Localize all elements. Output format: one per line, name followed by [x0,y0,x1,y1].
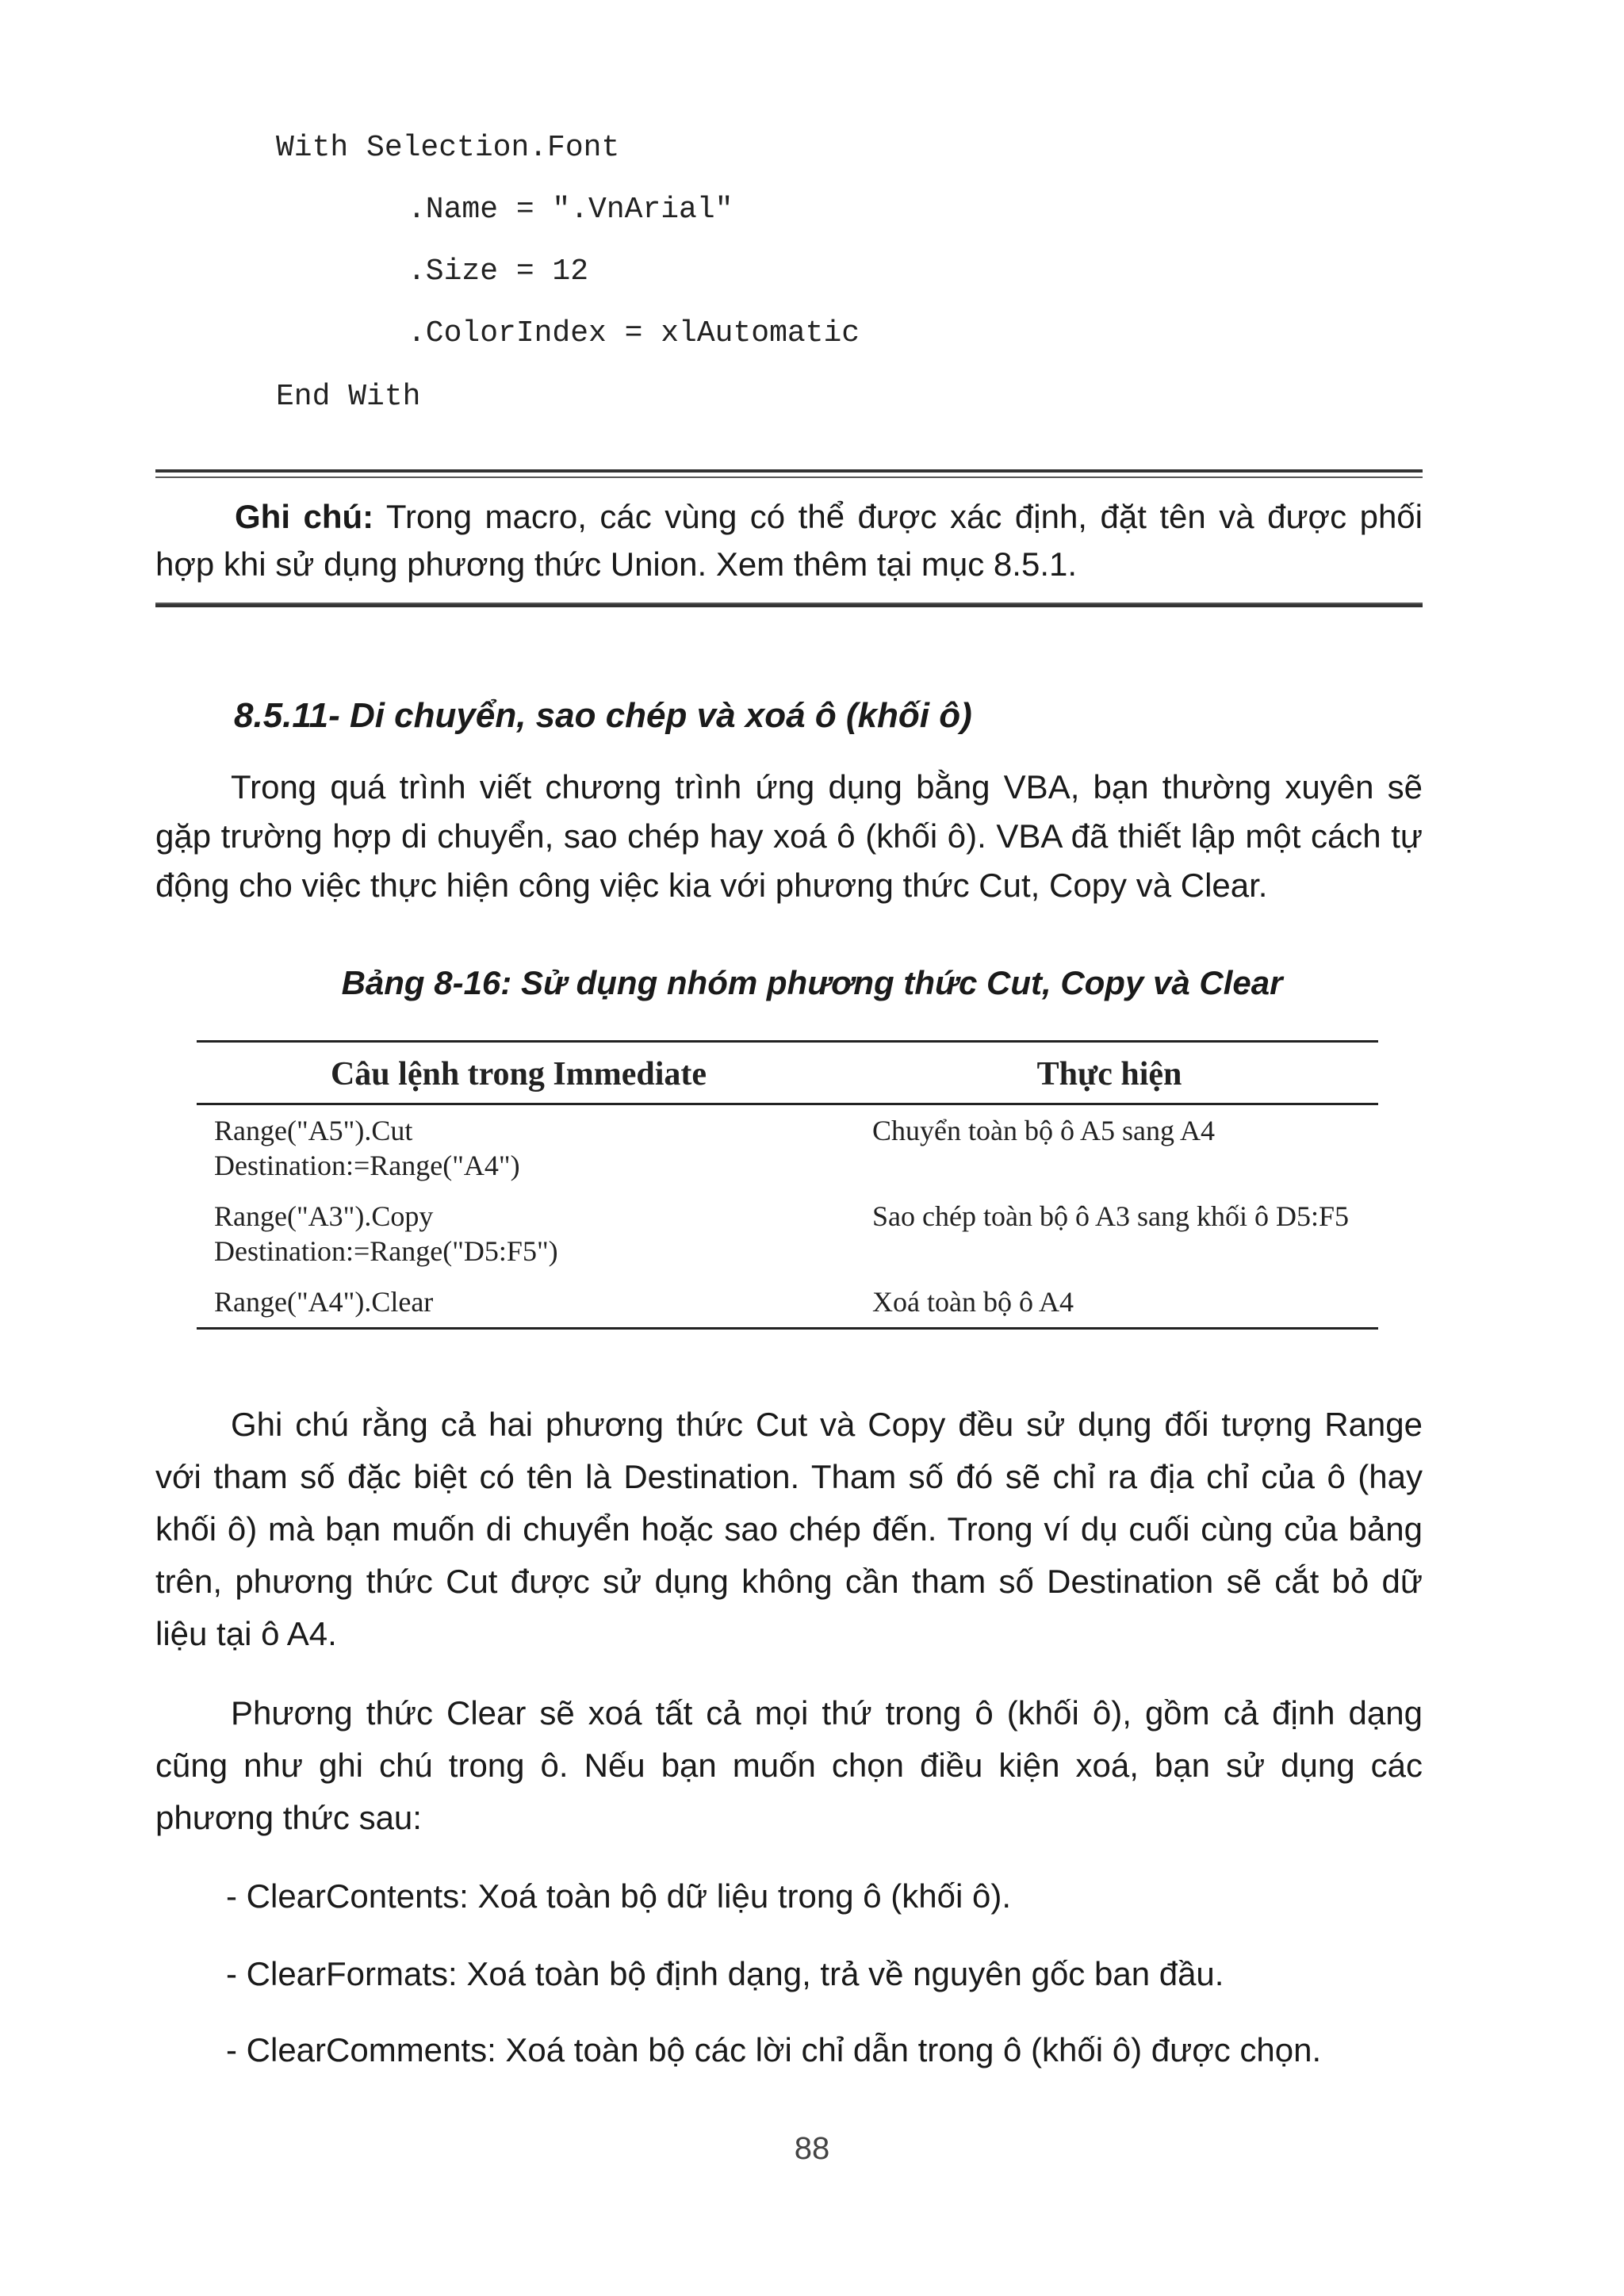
command-line: Destination:=Range("A4") [214,1150,520,1181]
table-caption: Bảng 8-16: Sử dụng nhóm phương thức Cut, Copy và Clear [341,964,1283,1001]
bullet-clearformats: - ClearFormats: Xoá toàn bộ định dạng, trả về nguyên gốc ban đầu. [226,1955,1224,1992]
table-row [197,1104,1378,1192]
note-label: Ghi chú: [235,498,374,535]
table-cell-action: Xoá toàn bộ ô A4 [841,1276,1378,1329]
table-row [197,1191,1378,1276]
code-line-name: .Name = ".VnArial" [408,193,733,227]
table-row [197,1276,1378,1329]
page-number: 88 [794,2131,830,2166]
table-cell-action: Sao chép toàn bộ ô A3 sang khối ô D5:F5 [872,1200,1349,1232]
code-line-colorindex: .ColorIndex = xlAutomatic [408,316,860,350]
command-line: Destination:=Range("D5:F5") [214,1235,558,1267]
command-line: Range("A3").Copy [214,1200,434,1232]
command-line: Range("A5").Cut [214,1115,413,1146]
table-cell-command [197,1276,841,1329]
table-header-action: Thực hiện [841,1042,1378,1104]
table-header-command: Câu lệnh trong Immediate [197,1042,841,1104]
section-heading: 8.5.11- Di chuyển, sao chép và xoá ô (khối ô) [234,696,972,735]
bullet-clearcomments: - ClearComments: Xoá toàn bộ các lời chỉ dẫn trong ô (khối ô) được chọn. [226,2031,1322,2068]
table-cell-action: Chuyển toàn bộ ô A5 sang A4 [872,1115,1215,1146]
paragraph-destination: Ghi chú rằng cả hai phương thức Cut và Copy đều sử dụng đối tượng Range với tham số đặc biệt có tên là Destination. Tham số đó sẽ chỉ ra địa chỉ của ô (hay khối ô) mà bạn muốn di chuyển hoặc sao chép đến. Trong ví dụ cuối cùng của bảng trên, phương thức Cut được sử dụng không cần tham số Destination sẽ cắt bỏ dữ liệu tại ô A4. [155,1406,1423,1652]
note-text: Trong macro, các vùng có thể được xác định, đặt tên và được phối hợp khi sử dụng phương thức Union. Xem thêm tại mục 8.5.1. [155,498,1423,583]
bullet-clearcontents: - ClearContents: Xoá toàn bộ dữ liệu trong ô (khối ô). [226,1877,1011,1915]
note-block [155,493,1423,588]
command-table [197,1040,1378,1330]
table-header-row [197,1042,1378,1104]
paragraph-clear: Phương thức Clear sẽ xoá tất cả mọi thứ trong ô (khối ô), gồm cả định dạng cũng như ghi chú trong ô. Nếu bạn muốn chọn điều kiện xoá, bạn sử dụng các phương thức sau: [155,1694,1423,1836]
note-bottom-rule [155,603,1423,607]
intro-paragraph: Trong quá trình viết chương trình ứng dụng bằng VBA, bạn thường xuyên sẽ gặp trường hợp di chuyển, sao chép hay xoá ô (khối ô). VBA đã thiết lập một cách tự động cho việc thực hiện công việc kia với phương thức Cut, Copy và Clear. [155,768,1423,904]
table-cell-command [197,1191,841,1276]
code-line-end-with: End With [276,380,421,414]
code-line-with: With Selection.Font [276,131,620,165]
table-cell-command [197,1104,841,1192]
code-line-size: .Size = 12 [408,254,589,289]
command-line: Range("A4").Clear [214,1286,434,1318]
note-top-rule [155,469,1423,478]
